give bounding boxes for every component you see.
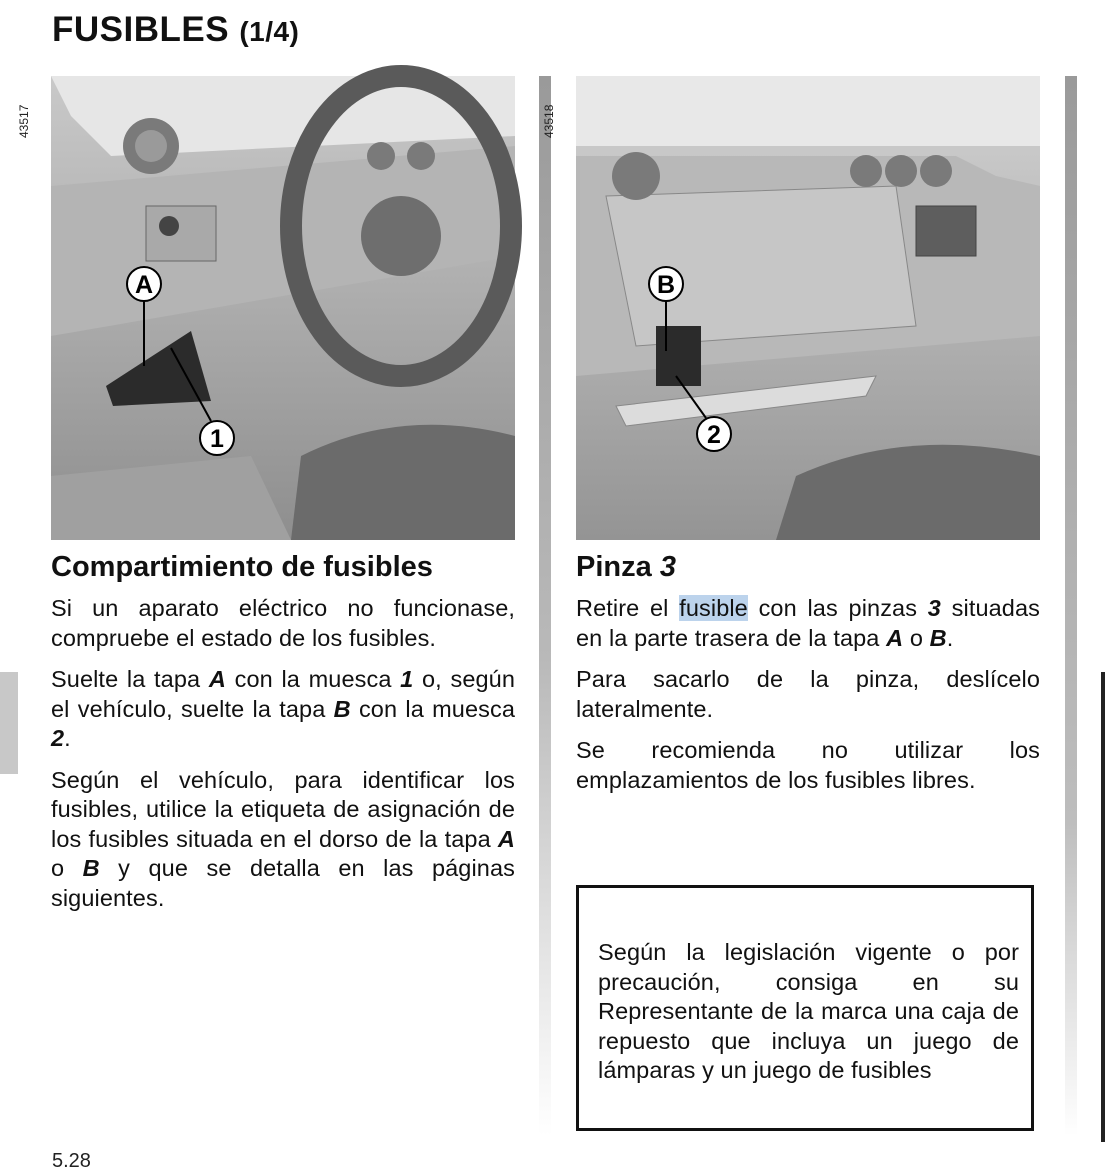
paragraph-slide-out: Para sacarlo de la pinza, deslícelo lateralmente. [576,666,1040,722]
right-column [542,76,1040,807]
dashboard-illustration-left [51,76,515,540]
page-number: 5.28 [52,1150,91,1172]
right-edge-bar [1065,76,1077,1136]
section-heading-fuse-compartment: Compartimiento de fusibles [51,551,433,583]
section-heading-pinza: Pinza 3 [576,551,676,583]
figure-fuse-compartment-b [542,76,1040,540]
callout-1: 1 [210,425,224,453]
dashboard-illustration-right [576,76,1040,540]
highlighted-word: fusible [679,595,748,621]
column-divider [539,76,551,1136]
figure-code: 43518 [542,104,556,138]
side-tab [0,672,18,774]
page-title-part: (1/4) [239,16,300,47]
figure-code: 43517 [17,104,31,138]
page-title: FUSIBLES (1/4) [52,10,300,49]
note-box [576,885,1034,1131]
figure-fuse-compartment-a [17,76,515,540]
callout-b: B [656,271,676,299]
note-text: Según la legislación vigente o por precaución, consiga en su Representante de la marca una caja de repuesto que incluya un juego de lámparas y un juego de fusibles [598,939,1019,1083]
paragraph-identify-fuses: Según el vehículo, para identificar los fusibles, utilice la etiqueta de asignación de los fusibles situada en el dorso de la tapa A o B y que se detalla en las páginas siguientes. [51,766,515,911]
paragraph-check-fuses: Si un aparato eléctrico no funcionase, compruebe el estado de los fusibles. [51,595,515,651]
left-column [17,76,516,925]
callout-2: 2 [707,421,721,449]
callout-a: A [134,271,154,299]
paragraph-remove-fuse: Retire el fusible con las pinzas 3 situadas en la parte trasera de la tapa A o B. [576,595,1040,651]
right-margin-mark [1101,672,1105,1142]
paragraph-free-slots: Se recomienda no utilizar los emplazamientos de los fusibles libres. [576,737,1040,793]
paragraph-release-cover: Suelte la tapa A con la muesca 1 o, según el vehículo, suelte la tapa B con la muesca 2. [51,666,516,751]
